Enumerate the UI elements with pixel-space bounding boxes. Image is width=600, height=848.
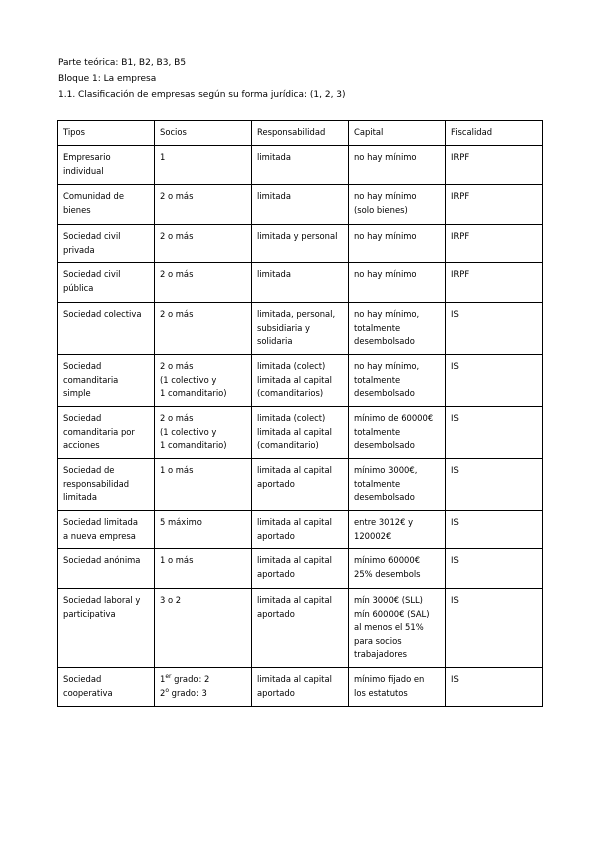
grade-2-ordinal: o	[165, 686, 170, 694]
table-cell: 1 o más	[155, 549, 252, 589]
table-row	[58, 668, 543, 707]
table-cell: Sociedad de responsabilidad limitada	[58, 459, 155, 511]
table-cell: mínimo 3000€, totalmente desembolsado	[349, 459, 446, 511]
section-title: 1.1. Clasificación de empresas según su forma jurídica: (1, 2, 3)	[58, 90, 346, 100]
table-cell: IRPF	[446, 263, 543, 303]
table-header-row	[58, 121, 543, 146]
table-cell: 1 o más	[155, 459, 252, 511]
table-row	[58, 407, 543, 459]
table-cell: mín 3000€ (SLL) mín 60000€ (SAL) al menos el 51% para socios trabajadores	[349, 589, 446, 668]
table-cell: limitada al capital aportado	[252, 549, 349, 589]
table-cell: mínimo de 60000€ totalmente desembolsado	[349, 407, 446, 459]
table-cell: no hay mínimo	[349, 225, 446, 263]
table-cell: limitada	[252, 263, 349, 303]
table-cell: Empresario individual	[58, 146, 155, 185]
table-cell: limitada y personal	[252, 225, 349, 263]
table-cell: Sociedad limitada a nueva empresa	[58, 511, 155, 549]
table-cell: limitada al capital aportado	[252, 459, 349, 511]
table-cell: 5 máximo	[155, 511, 252, 549]
table-cell: mínimo 60000€ 25% desembols	[349, 549, 446, 589]
table-cell: limitada, personal, subsidiaria y solidaria	[252, 303, 349, 355]
table-cell: IS	[446, 303, 543, 355]
grade-2-value: grado: 3	[169, 687, 207, 698]
table-cell: IS	[446, 355, 543, 407]
table-row	[58, 225, 543, 263]
table-cell: Sociedad laboral y participativa	[58, 589, 155, 668]
grade-1-ordinal: er	[165, 673, 172, 681]
table-cell: limitada al capital aportado	[252, 589, 349, 668]
table-cell: 2 o más	[155, 185, 252, 225]
table-cell: 2 o más (1 colectivo y 1 comanditario)	[155, 407, 252, 459]
legal-forms-table	[57, 120, 543, 707]
table-cell: limitada al capital aportado	[252, 668, 349, 707]
table-cell: limitada al capital aportado	[252, 511, 349, 549]
table-row	[58, 459, 543, 511]
table-cell: Sociedad civil pública	[58, 263, 155, 303]
column-header-fiscalidad: Fiscalidad	[446, 121, 543, 146]
table-cell: limitada	[252, 146, 349, 185]
table-cell: limitada (colect) limitada al capital (comanditario)	[252, 407, 349, 459]
table-cell: no hay mínimo (solo bienes)	[349, 185, 446, 225]
table-cell: 1	[155, 146, 252, 185]
table-row	[58, 263, 543, 303]
table-cell: limitada	[252, 185, 349, 225]
table-cell: entre 3012€ y 120002€	[349, 511, 446, 549]
document-subtitle: Parte teórica: B1, B2, B3, B5	[58, 58, 187, 68]
table-cell: IRPF	[446, 185, 543, 225]
table-cell: IS	[446, 407, 543, 459]
table-cell: IRPF	[446, 225, 543, 263]
table-cell: 3 o 2	[155, 589, 252, 668]
table-cell: 2 o más	[155, 303, 252, 355]
grade-2-number: 2	[160, 687, 166, 698]
table-cell: IS	[446, 549, 543, 589]
table-cell: Comunidad de bienes	[58, 185, 155, 225]
table-cell: IS	[446, 459, 543, 511]
table-cell: 2 o más	[155, 263, 252, 303]
table-cell: 2 o más (1 colectivo y 1 comanditario)	[155, 355, 252, 407]
table-cell: no hay mínimo, totalmente desembolsado	[349, 355, 446, 407]
table-cell: Sociedad cooperativa	[58, 668, 155, 707]
table-row	[58, 549, 543, 589]
table-cell: mínimo fijado en los estatutos	[349, 668, 446, 707]
column-header-responsabilidad: Responsabilidad	[252, 121, 349, 146]
table-cell: limitada (colect) limitada al capital (comanditarios)	[252, 355, 349, 407]
table-cell: IRPF	[446, 146, 543, 185]
table-cell-cooperativa-socios	[155, 668, 252, 707]
grade-1-number: 1	[160, 674, 166, 684]
block-title: Bloque 1: La empresa	[58, 74, 157, 84]
table-cell: Sociedad comanditaria por acciones	[58, 407, 155, 459]
table-cell: Sociedad civil privada	[58, 225, 155, 263]
column-header-tipos: Tipos	[58, 121, 155, 146]
table-row	[58, 185, 543, 225]
table-cell: Sociedad anónima	[58, 549, 155, 589]
table-row	[58, 589, 543, 668]
table-cell: 2 o más	[155, 225, 252, 263]
column-header-socios: Socios	[155, 121, 252, 146]
column-header-capital: Capital	[349, 121, 446, 146]
table-cell: no hay mínimo, totalmente desembolsado	[349, 303, 446, 355]
table-cell: no hay mínimo	[349, 263, 446, 303]
table-cell: IS	[446, 511, 543, 549]
grade-1-value: grado: 2	[171, 674, 210, 684]
table-row	[58, 146, 543, 185]
table-cell: IS	[446, 668, 543, 707]
table-cell: IS	[446, 589, 543, 668]
table-cell: Sociedad comanditaria simple	[58, 355, 155, 407]
table-cell: Sociedad colectiva	[58, 303, 155, 355]
table-row	[58, 303, 543, 355]
table-row	[58, 511, 543, 549]
table-row	[58, 355, 543, 407]
table-cell: no hay mínimo	[349, 146, 446, 185]
